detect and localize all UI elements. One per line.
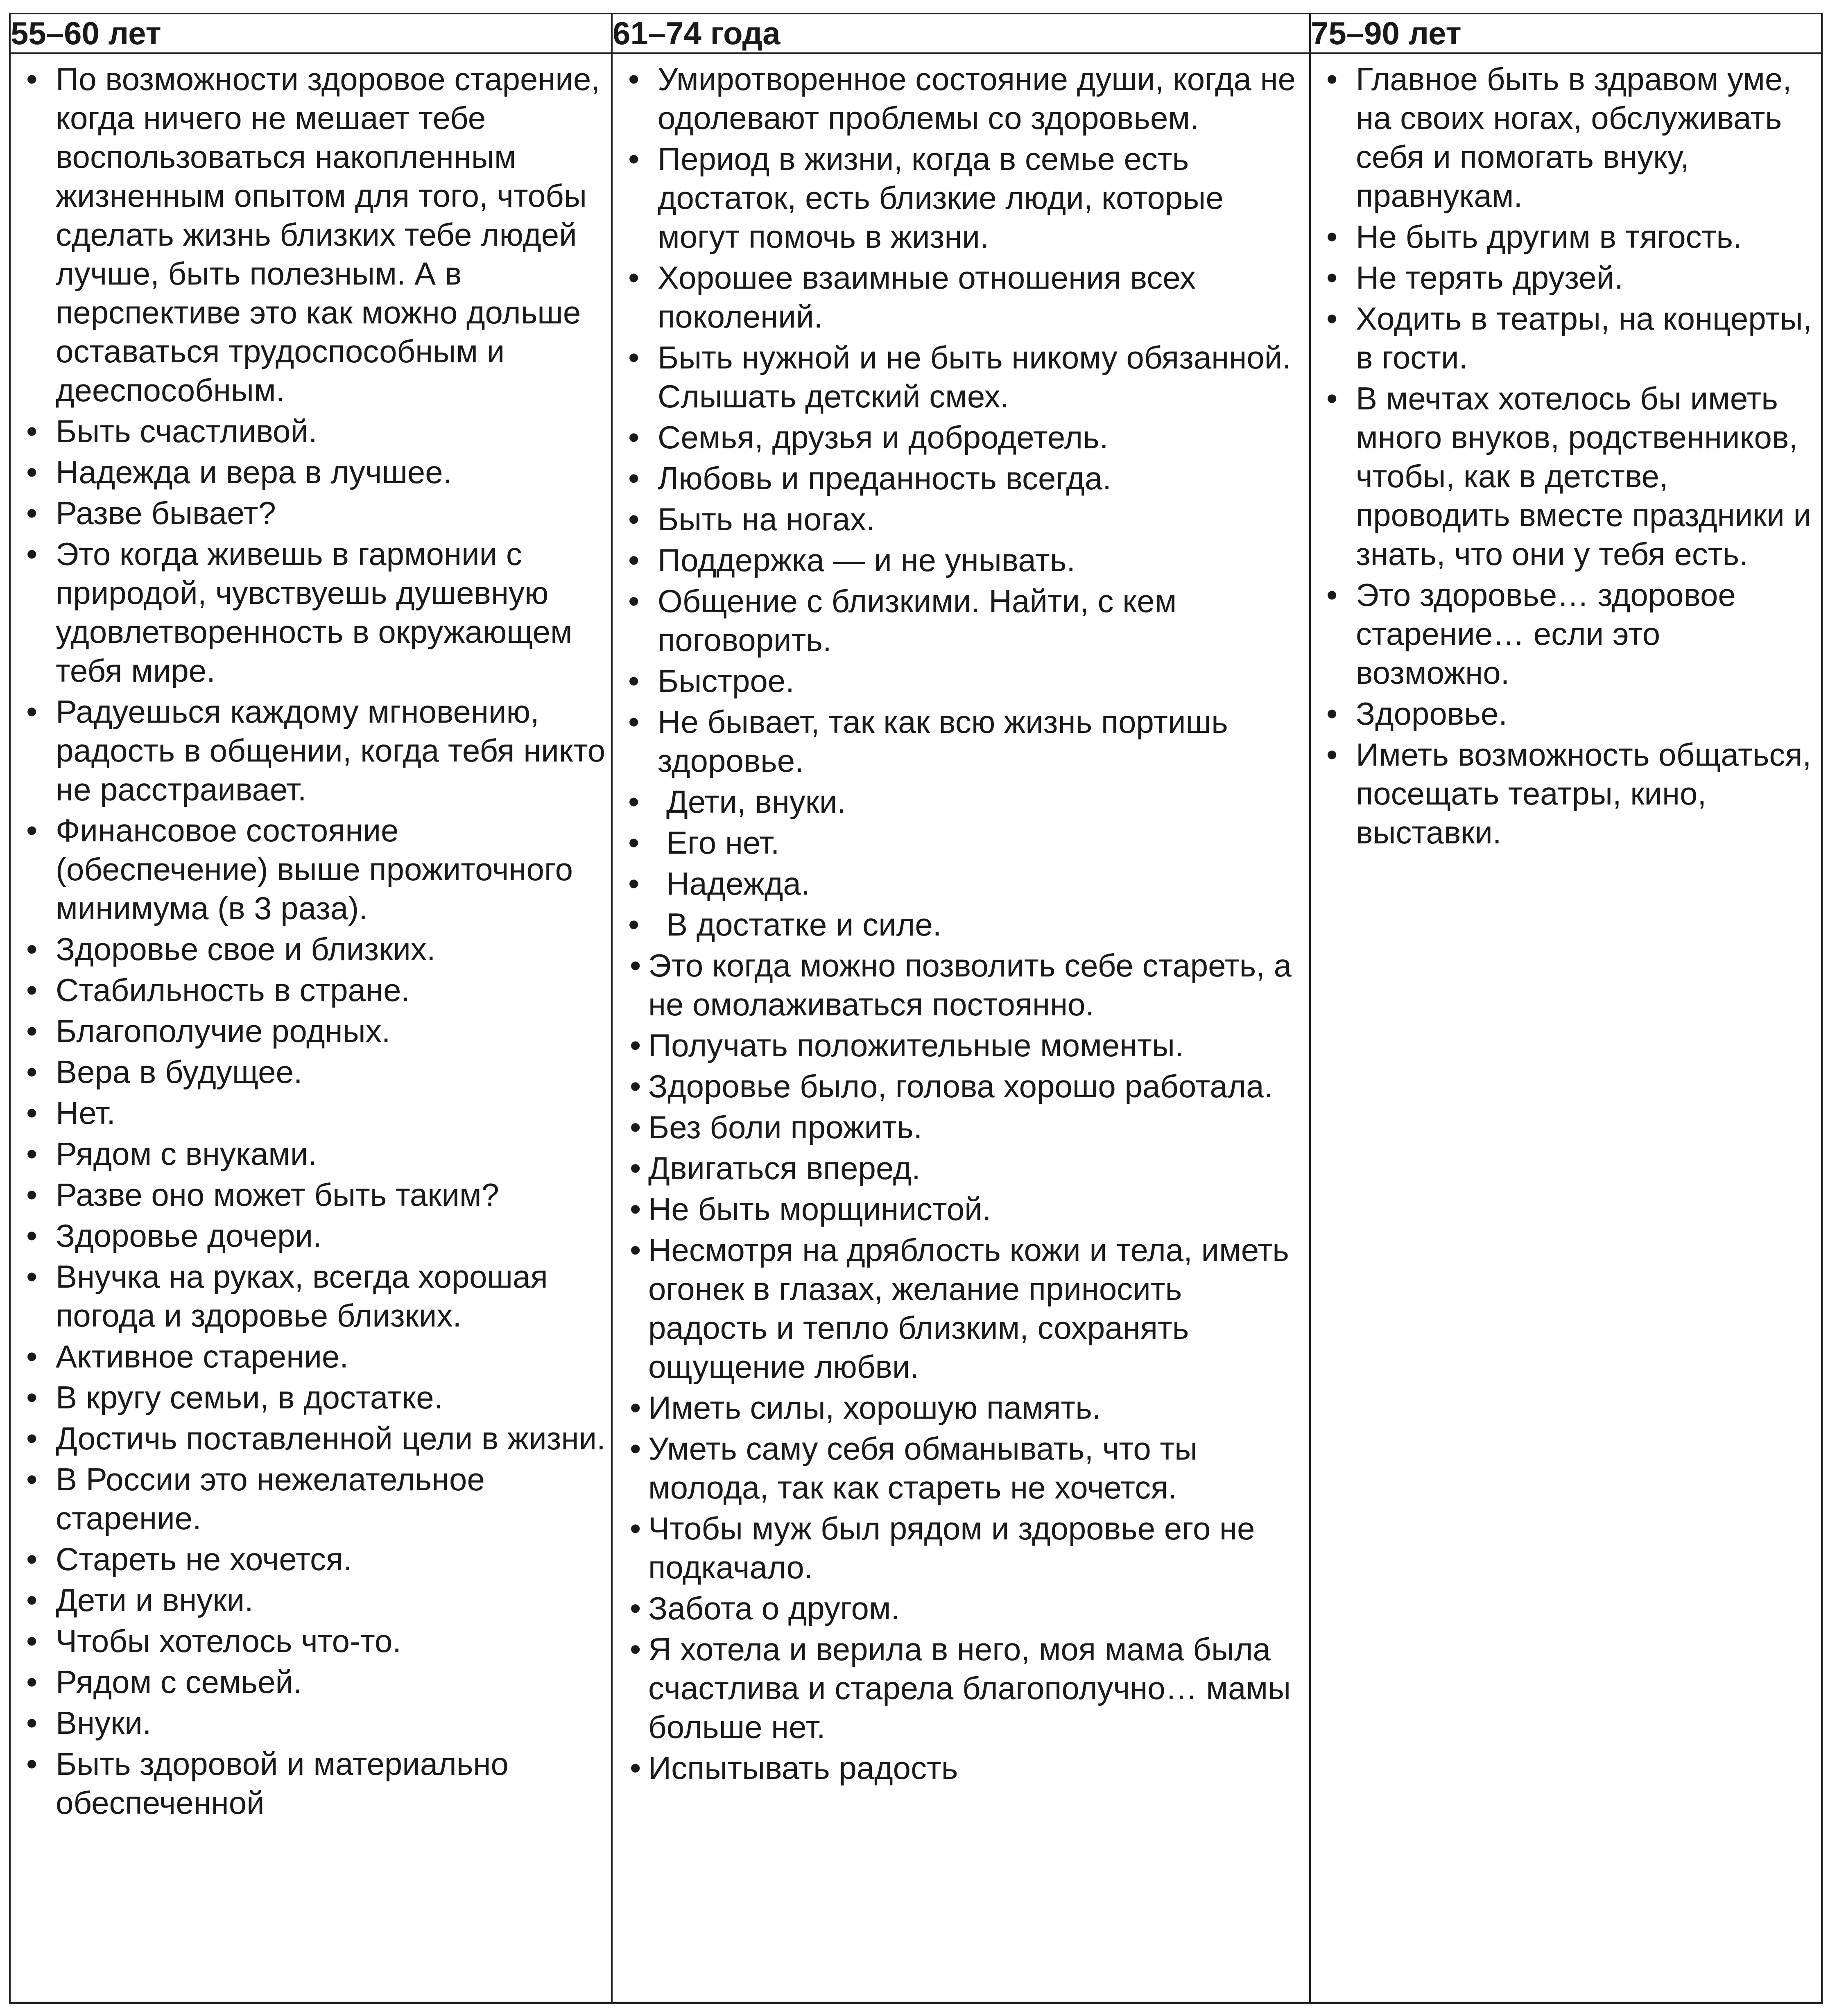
age-groups-table bbox=[9, 13, 1823, 2004]
body-row bbox=[10, 53, 1822, 2003]
list-item: • Испытывать радость bbox=[613, 1749, 1309, 1788]
list-item: • Общение с близкими. Найти, с кем поговорить. bbox=[613, 582, 1309, 660]
list-item: • Не бывает, так как всю жизнь портишь здоровье. bbox=[613, 703, 1309, 780]
list-item: • Его нет. bbox=[613, 823, 1309, 862]
list-item: • Здоровье. bbox=[1311, 694, 1821, 733]
list-item: • Активное старение. bbox=[11, 1337, 611, 1376]
list-item: • Рядом с внуками. bbox=[11, 1135, 611, 1173]
answers-list-61-74 bbox=[613, 54, 1309, 1788]
list-item: • Быть нужной и не быть никому обязанной. Слышать детский смех. bbox=[613, 338, 1309, 416]
list-item: • Двигаться вперед. bbox=[613, 1149, 1309, 1188]
list-item: • Радуешься каждому мгновению, радость в общении, когда тебя никто не расстраивает. bbox=[11, 692, 611, 809]
list-item: • Семья, друзья и добродетель. bbox=[613, 418, 1309, 457]
list-item: • Быть здоровой и материально обеспеченной bbox=[11, 1745, 611, 1822]
list-item: • Поддержка — и не унывать. bbox=[613, 541, 1309, 580]
list-item: • Надежда и вера в лучшее. bbox=[11, 453, 611, 492]
list-item: • Внуки. bbox=[11, 1704, 611, 1743]
header-row bbox=[10, 14, 1822, 53]
list-item: • Получать положительные моменты. bbox=[613, 1026, 1309, 1065]
list-item: • Дети и внуки. bbox=[11, 1581, 611, 1620]
list-item: • Иметь силы, хорошую память. bbox=[613, 1388, 1309, 1427]
list-item: • Это здоровье… здоровое старение… если это возможно. bbox=[1311, 576, 1821, 692]
list-item: • Финансовое состояние (обеспечение) выше прожиточного минимума (в 3 раза). bbox=[11, 811, 611, 928]
list-item: • Это когда живешь в гармонии с природой, чувствуешь душевную удовлетворенность в окружающем тебя мире. bbox=[11, 535, 611, 690]
list-item: • Надежда. bbox=[613, 864, 1309, 903]
list-item: • Нет. bbox=[11, 1094, 611, 1132]
list-item: • Это когда можно позволить себе стареть, а не омолаживаться постоянно. bbox=[613, 946, 1309, 1024]
list-item: • Несмотря на дряблость кожи и тела, иметь огонек в глазах, желание приносить радость и тепло близким, сохранять ощущение любви. bbox=[613, 1231, 1309, 1386]
list-item: • Быстрое. bbox=[613, 662, 1309, 701]
list-item: • В достатке и силе. bbox=[613, 905, 1309, 944]
header-age-75-90: 75–90 лет bbox=[1310, 14, 1822, 53]
cell-age-61-74 bbox=[612, 53, 1310, 2003]
list-item: • Быть на ногах. bbox=[613, 500, 1309, 539]
list-item: • Достичь поставленной цели в жизни. bbox=[11, 1419, 611, 1458]
answers-list-55-60 bbox=[11, 54, 611, 1822]
list-item: • Чтобы муж был рядом и здоровье его не подкачало. bbox=[613, 1509, 1309, 1587]
list-item: • По возможности здоровое старение, когда ничего не мешает тебе воспользоваться накопленным жизненным опытом для того, чтобы сделать жизнь близких тебе людей лучше, быть полезным. А в перспективе это как можно дольше оставаться трудоспособным и дееспособным. bbox=[11, 60, 611, 410]
list-item: • Стареть не хочется. bbox=[11, 1540, 611, 1579]
list-item: • Чтобы хотелось что-то. bbox=[11, 1622, 611, 1661]
list-item: • Период в жизни, когда в семье есть достаток, есть близкие люди, которые могут помочь в жизни. bbox=[613, 140, 1309, 256]
list-item: • Благополучие родных. bbox=[11, 1012, 611, 1051]
cell-age-55-60 bbox=[10, 53, 612, 2003]
cell-age-75-90 bbox=[1310, 53, 1822, 2003]
list-item: • Стабильность в стране. bbox=[11, 971, 611, 1010]
list-item: • Хорошее взаимные отношения всех поколений. bbox=[613, 258, 1309, 336]
list-item: • Здоровье свое и близких. bbox=[11, 930, 611, 969]
list-item: • Умиротворенное состояние души, когда не одолевают проблемы со здоровьем. bbox=[613, 60, 1309, 138]
list-item: • Разве оно может быть таким? bbox=[11, 1175, 611, 1214]
list-item: • В кругу семьи, в достатке. bbox=[11, 1378, 611, 1417]
list-item: • Забота о другом. bbox=[613, 1589, 1309, 1628]
list-item: • Здоровье дочери. bbox=[11, 1216, 611, 1255]
list-item: • Ходить в театры, на концерты, в гости. bbox=[1311, 299, 1821, 377]
header-age-55-60: 55–60 лет bbox=[10, 14, 612, 53]
survey-table-page bbox=[9, 13, 1821, 2004]
answers-list-75-90 bbox=[1311, 54, 1821, 852]
list-item: • Главное быть в здравом уме, на своих ногах, обслуживать себя и помогать внуку, правнукам. bbox=[1311, 60, 1821, 215]
list-item: • Иметь возможность общаться, посещать театры, кино, выставки. bbox=[1311, 735, 1821, 852]
list-item: • Здоровье было, голова хорошо работала. bbox=[613, 1067, 1309, 1106]
list-item: • Внучка на руках, всегда хорошая погода и здоровье близких. bbox=[11, 1257, 611, 1335]
list-item: • Любовь и преданность всегда. bbox=[613, 459, 1309, 498]
list-item: • Без боли прожить. bbox=[613, 1108, 1309, 1147]
list-item: • В России это нежелательное старение. bbox=[11, 1460, 611, 1538]
list-item: • В мечтах хотелось бы иметь много внуков, родственников, чтобы, как в детстве, проводить вместе праздники и знать, что они у тебя есть. bbox=[1311, 379, 1821, 574]
list-item: • Не быть другим в тягость. bbox=[1311, 217, 1821, 256]
header-age-61-74: 61–74 года bbox=[612, 14, 1310, 53]
list-item: • Не быть морщинистой. bbox=[613, 1190, 1309, 1229]
list-item: • Быть счастливой. bbox=[11, 412, 611, 451]
list-item: • Дети, внуки. bbox=[613, 782, 1309, 821]
list-item: • Уметь саму себя обманывать, что ты молода, так как стареть не хочется. bbox=[613, 1429, 1309, 1507]
list-item: • Разве бывает? bbox=[11, 494, 611, 533]
list-item: • Рядом с семьей. bbox=[11, 1663, 611, 1702]
list-item: • Не терять друзей. bbox=[1311, 258, 1821, 297]
list-item: • Вера в будущее. bbox=[11, 1053, 611, 1092]
list-item: • Я хотела и верила в него, моя мама была счастлива и старела благополучно… мамы больше нет. bbox=[613, 1630, 1309, 1747]
